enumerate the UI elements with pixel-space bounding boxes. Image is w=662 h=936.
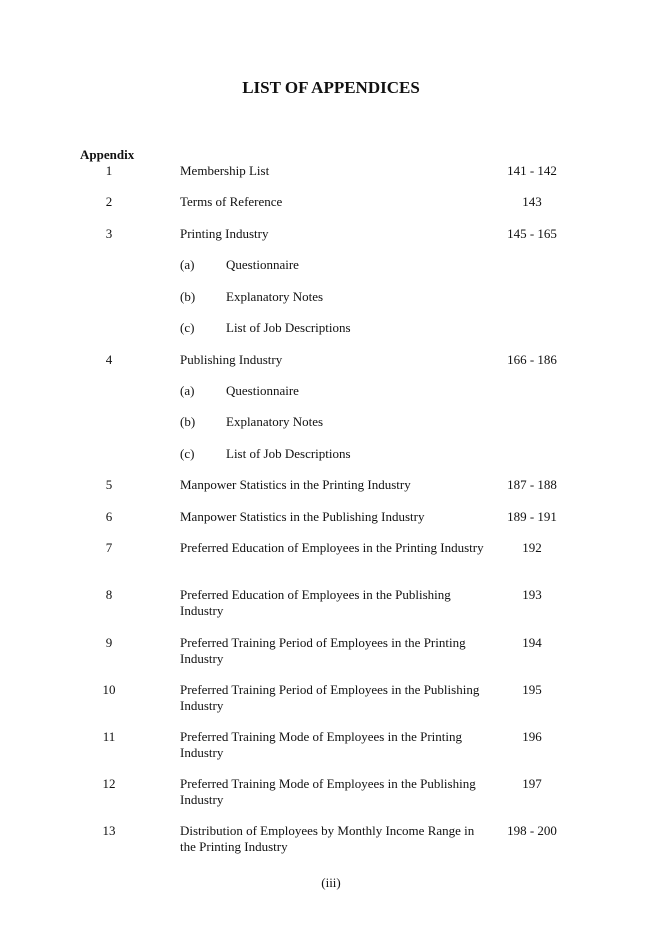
- appendix-pages: 145 - 165: [507, 226, 557, 241]
- sub-item-label: List of Job Descriptions: [226, 446, 351, 461]
- appendix-title: Preferred Education of Employees in the Publishing Industry: [180, 587, 451, 618]
- appendix-pages: 197: [522, 776, 542, 791]
- appendix-number: 5: [105, 477, 113, 492]
- appendix-number: 7: [105, 540, 113, 555]
- appendix-pages: 166 - 186: [507, 352, 557, 367]
- appendix-number: 3: [105, 226, 113, 241]
- appendix-pages: 189 - 191: [507, 509, 557, 524]
- appendix-title: Preferred Training Mode of Employees in the Publishing Industry: [180, 776, 476, 807]
- appendix-pages: 141 - 142: [507, 163, 557, 178]
- appendix-title: Preferred Training Period of Employees in the Printing Industry: [180, 635, 466, 666]
- appendix-number: 2: [105, 194, 113, 209]
- sub-item-letter: (c): [180, 446, 195, 461]
- appendix-title: Preferred Training Mode of Employees in the Printing Industry: [180, 729, 462, 760]
- appendix-title: Membership List: [180, 163, 270, 178]
- appendix-pages: 187 - 188: [507, 477, 557, 492]
- page-title: LIST OF APPENDICES: [242, 78, 420, 97]
- sub-item-label: List of Job Descriptions: [226, 320, 351, 335]
- appendix-pages: 192: [522, 540, 542, 555]
- appendix-pages: 193: [522, 587, 542, 602]
- appendix-number: 13: [102, 823, 116, 838]
- appendix-title: Terms of Reference: [180, 194, 283, 209]
- sub-item-letter: (b): [180, 414, 196, 429]
- sub-item-letter: (b): [180, 289, 196, 304]
- sub-item-label: Explanatory Notes: [226, 289, 324, 304]
- appendix-number: 12: [102, 776, 116, 791]
- appendix-pages: 195: [522, 682, 542, 697]
- appendix-column-header: Appendix: [80, 147, 135, 162]
- sub-item-label: Questionnaire: [226, 383, 299, 398]
- appendix-number: 11: [102, 729, 116, 744]
- appendix-number: 4: [105, 352, 113, 367]
- appendix-number: 9: [105, 635, 113, 650]
- appendix-number: 6: [105, 509, 113, 524]
- sub-item-letter: (c): [180, 320, 195, 335]
- appendix-pages: 194: [522, 635, 542, 650]
- page-number: (iii): [321, 875, 341, 890]
- appendix-title: Manpower Statistics in the Printing Industry: [180, 477, 411, 492]
- appendix-number: 10: [102, 682, 116, 697]
- appendix-title: Manpower Statistics in the Publishing Industry: [180, 509, 425, 524]
- sub-item-label: Explanatory Notes: [226, 414, 324, 429]
- appendix-pages: 143: [522, 194, 542, 209]
- sub-item-letter: (a): [180, 383, 195, 398]
- appendix-title: Distribution of Employees by Monthly Income Range in the Printing Industry: [180, 823, 475, 854]
- appendix-number: 1: [105, 163, 113, 178]
- appendix-title: Publishing Industry: [180, 352, 283, 367]
- appendix-number: 8: [105, 587, 113, 602]
- appendix-pages: 196: [522, 729, 542, 744]
- appendix-title: Preferred Training Period of Employees in the Publishing Industry: [180, 682, 480, 713]
- sub-item-label: Questionnaire: [226, 257, 299, 272]
- sub-item-letter: (a): [180, 257, 195, 272]
- appendix-pages: 198 - 200: [507, 823, 557, 838]
- appendix-title: Preferred Education of Employees in the Printing Industry: [180, 540, 484, 555]
- appendix-title: Printing Industry: [180, 226, 269, 241]
